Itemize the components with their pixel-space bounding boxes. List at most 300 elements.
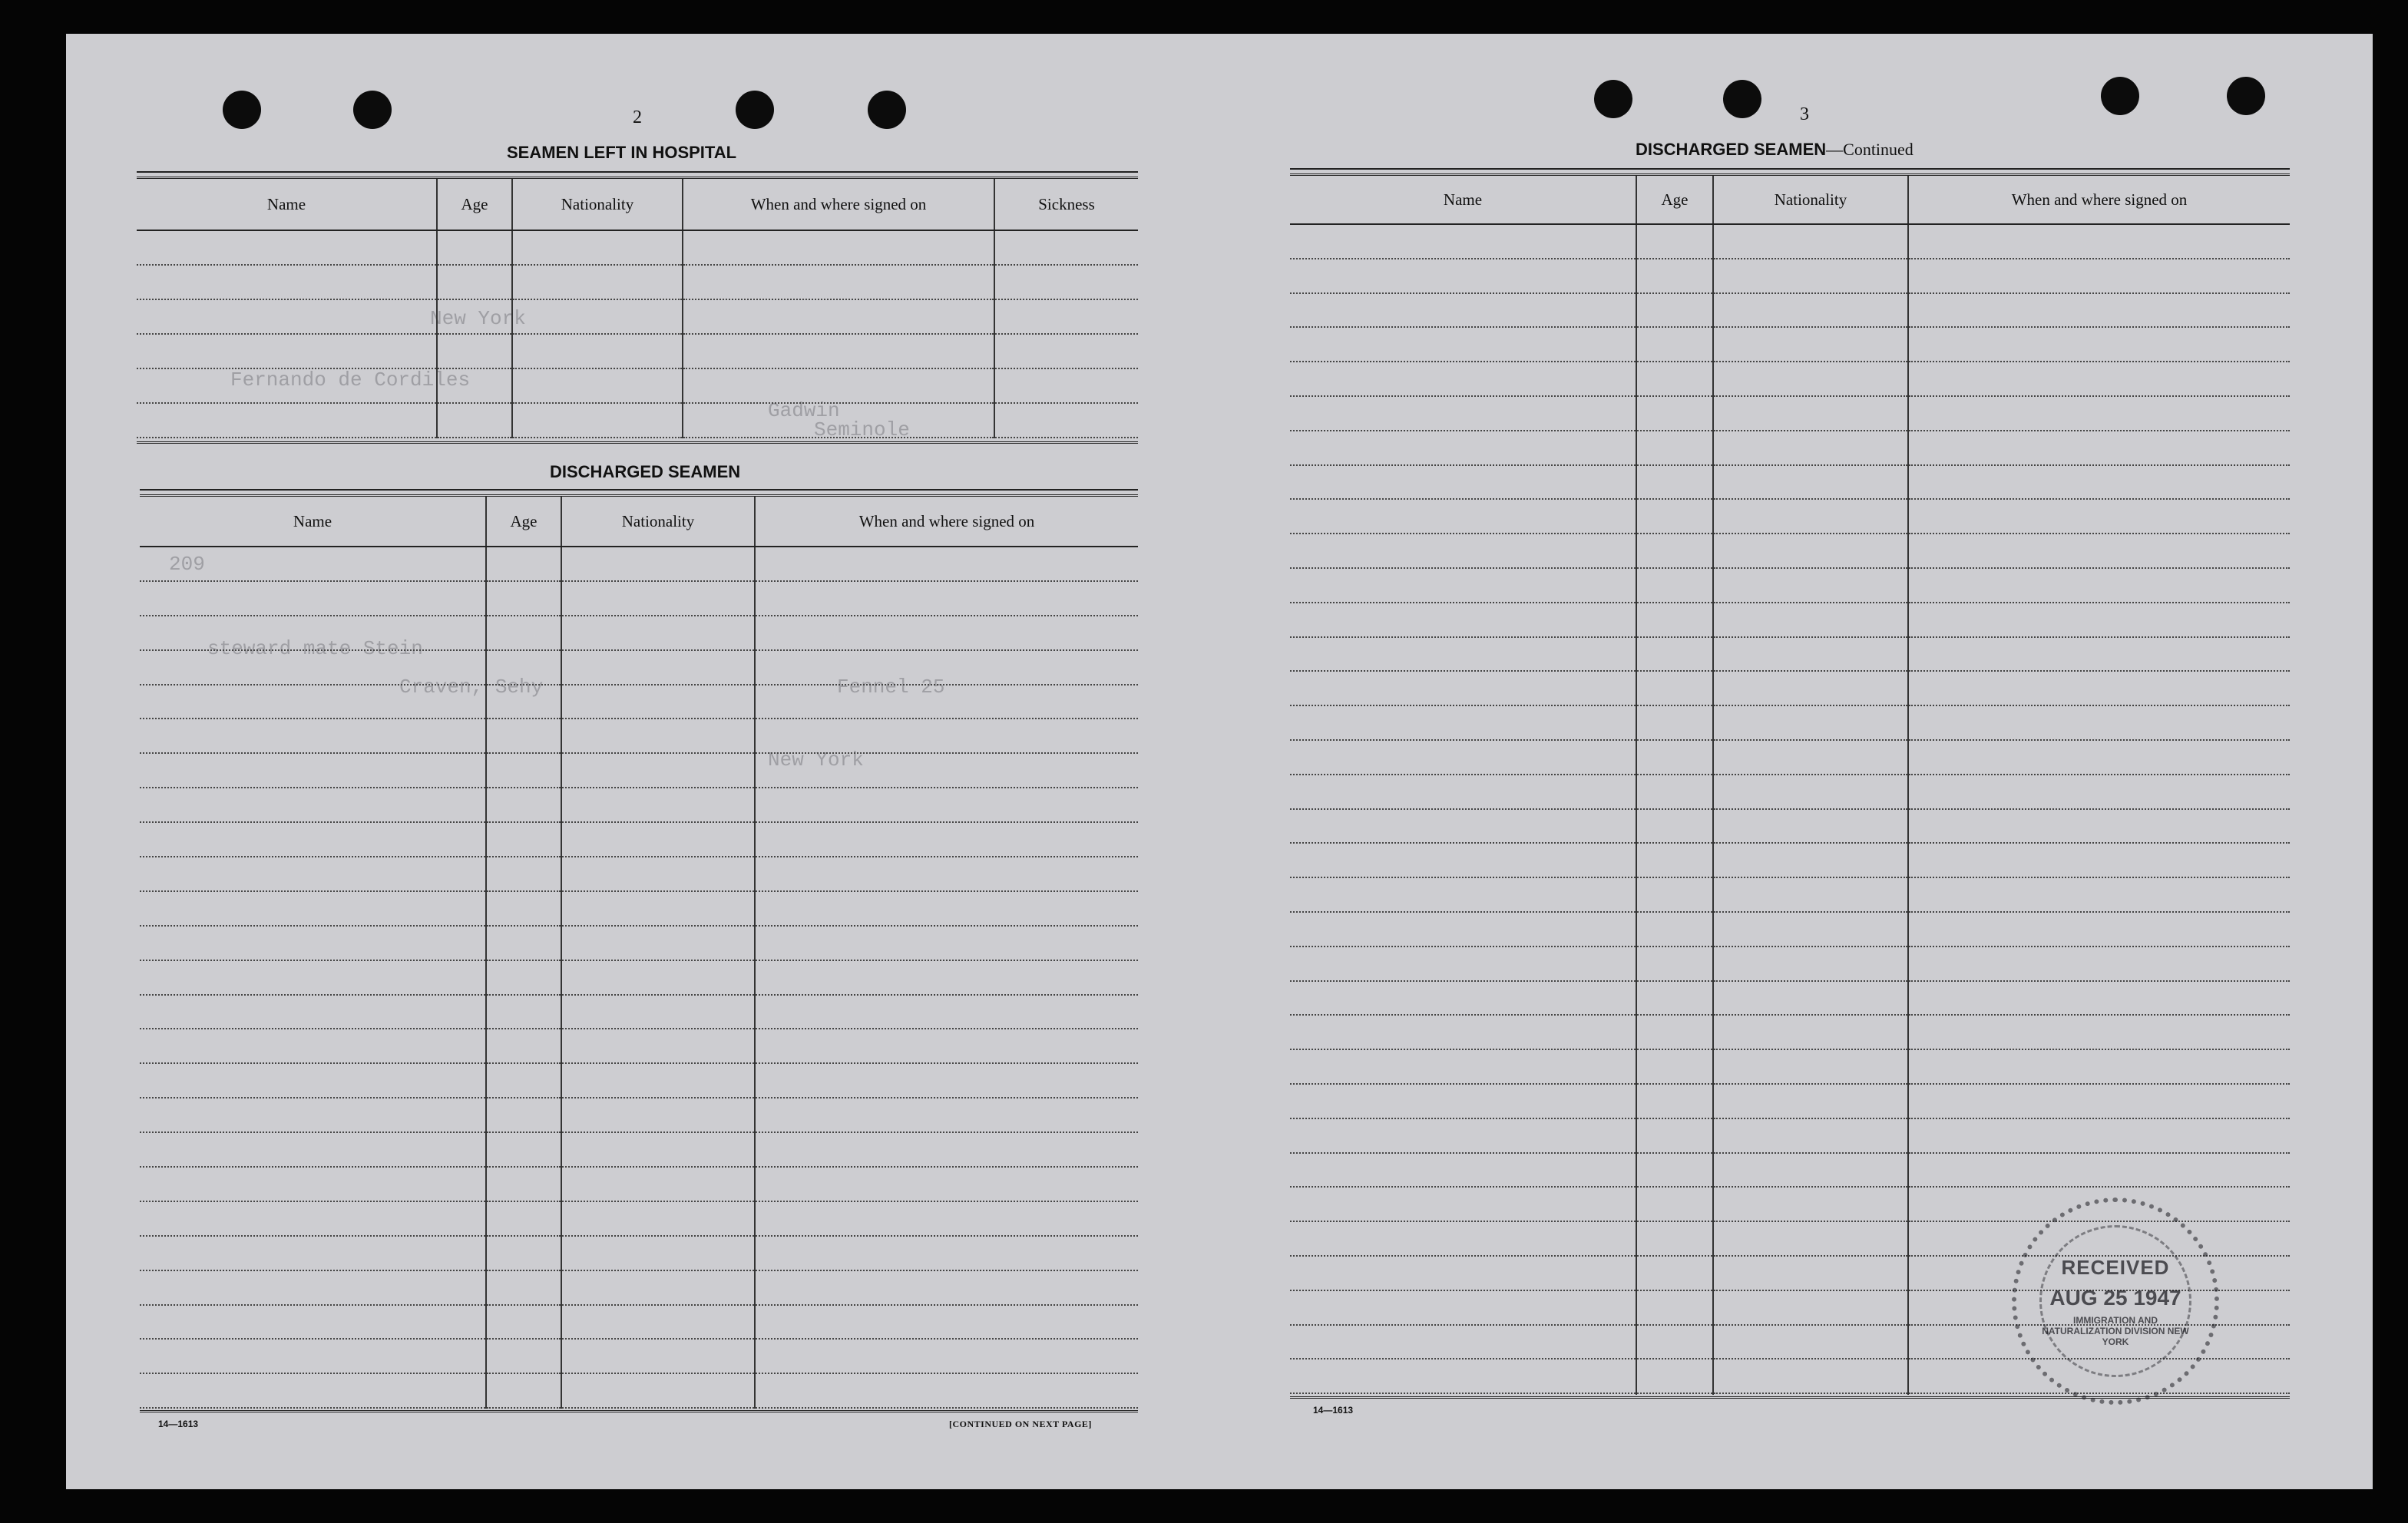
ruled-line	[756, 788, 1138, 823]
ruled-line	[1637, 225, 1712, 259]
ruled-line	[487, 754, 561, 788]
column-age	[438, 231, 513, 438]
hospital-table-header	[137, 179, 1138, 231]
ruled-line	[1714, 259, 1907, 294]
ruled-line	[1909, 706, 2290, 741]
ruled-line	[1290, 844, 1636, 878]
ruled-line	[1909, 1085, 2290, 1119]
ruled-line	[1637, 603, 1712, 638]
ruled-line	[1714, 1326, 1907, 1360]
ruled-line	[1637, 1326, 1712, 1360]
column-header-when-where: When and where signed on	[683, 179, 995, 230]
ruled-line	[1637, 1085, 1712, 1119]
ruled-line	[1290, 362, 1636, 397]
ruled-line	[1714, 982, 1907, 1016]
ruled-line	[1909, 362, 2290, 397]
ruled-line	[1714, 569, 1907, 603]
ruled-line	[756, 892, 1138, 927]
ruled-line	[140, 1306, 485, 1340]
column-header-sickness: Sickness	[1038, 194, 1095, 213]
ruled-line	[1637, 466, 1712, 501]
ruled-line	[1290, 534, 1636, 569]
ruled-line	[487, 582, 561, 616]
ruled-line	[562, 616, 754, 651]
ruled-line	[487, 1202, 561, 1237]
ruled-line	[1290, 672, 1636, 706]
ruled-line	[140, 651, 485, 686]
ruled-line	[1714, 1050, 1907, 1085]
ruled-line	[562, 1168, 754, 1202]
ruled-line	[1637, 397, 1712, 431]
ruled-line	[140, 1168, 485, 1202]
ruled-line	[1909, 1016, 2290, 1050]
ruled-line	[1714, 294, 1907, 329]
column-header-nationality: Nationality	[1714, 176, 1909, 223]
ruled-line	[683, 335, 994, 369]
section-title-suffix: —Continued	[1826, 140, 1914, 159]
ruled-line	[1714, 741, 1907, 775]
ruled-line	[1290, 466, 1636, 501]
ruled-line	[756, 1168, 1138, 1202]
ruled-line	[1909, 466, 2290, 501]
stamp-agency-text: IMMIGRATION AND NATURALIZATION DIVISION NEW YORK	[2042, 1314, 2189, 1347]
ruled-line	[1637, 362, 1712, 397]
ruled-line	[1909, 225, 2290, 259]
ruled-line	[140, 1237, 485, 1271]
ruled-line	[1637, 741, 1712, 775]
ruled-line	[1909, 534, 2290, 569]
ruled-line	[562, 1133, 754, 1168]
ruled-line	[756, 823, 1138, 857]
ruled-line	[438, 335, 511, 369]
ruled-line	[1637, 1291, 1712, 1326]
ruled-line	[562, 1029, 754, 1064]
section-title-discharged: DISCHARGED SEAMEN	[550, 462, 741, 481]
ruled-line	[487, 1098, 561, 1133]
ruled-line	[756, 1133, 1138, 1168]
ruled-line	[562, 1340, 754, 1374]
ruled-line	[487, 1029, 561, 1064]
ruled-line	[1909, 397, 2290, 431]
punch-hole	[2101, 77, 2139, 115]
ruled-line	[1909, 672, 2290, 706]
column-header-age: Age	[487, 497, 562, 546]
ruled-line	[513, 369, 682, 404]
ruled-line	[1909, 259, 2290, 294]
ruled-line	[513, 231, 682, 266]
ruled-line	[756, 1374, 1138, 1409]
ruled-line	[1714, 397, 1907, 431]
ruled-line	[756, 1237, 1138, 1271]
column-nationality	[562, 547, 756, 1409]
ruled-line	[756, 1340, 1138, 1374]
ruled-line	[438, 369, 511, 404]
ruled-line	[1637, 1154, 1712, 1188]
ruled-line	[1714, 1154, 1907, 1188]
ruled-line	[1714, 500, 1907, 534]
ruled-line	[756, 1098, 1138, 1133]
ruled-line	[1909, 431, 2290, 466]
form-code-right: 14—1613	[1313, 1405, 1354, 1416]
ruled-line	[1290, 397, 1636, 431]
column-name	[1290, 225, 1637, 1395]
ruled-line	[487, 1237, 561, 1271]
ruled-line	[1714, 1257, 1907, 1291]
column-header-nationality: Nationality	[562, 497, 756, 546]
continued-note: [CONTINUED ON NEXT PAGE]	[949, 1419, 1092, 1429]
ruled-line	[1637, 844, 1712, 878]
ruled-line	[756, 754, 1138, 788]
column-when-where	[683, 231, 995, 438]
ruled-line	[140, 1374, 485, 1409]
ruled-line	[562, 582, 754, 616]
ruled-line	[1637, 638, 1712, 672]
ruled-line	[1290, 259, 1636, 294]
ruled-line	[140, 1098, 485, 1133]
ruled-line	[1290, 1222, 1636, 1257]
ruled-line	[1714, 810, 1907, 844]
ruled-line	[1909, 741, 2290, 775]
ruled-line	[1290, 225, 1636, 259]
ruled-line	[487, 996, 561, 1030]
ruled-line	[1290, 947, 1636, 982]
discharged-table-left-header	[140, 497, 1138, 547]
ruled-line	[756, 1202, 1138, 1237]
ruled-line	[140, 927, 485, 961]
ruled-line	[756, 1064, 1138, 1098]
ruled-line	[140, 616, 485, 651]
ruled-line	[1290, 1154, 1636, 1188]
ruled-line	[1714, 672, 1907, 706]
ruled-line	[756, 547, 1138, 582]
ruled-line	[1637, 878, 1712, 913]
ruled-line	[487, 892, 561, 927]
ruled-line	[1290, 1326, 1636, 1360]
form-code-left: 14—1613	[158, 1419, 199, 1429]
ruled-line	[1637, 500, 1712, 534]
ruled-line	[1637, 775, 1712, 810]
ruled-line	[487, 1064, 561, 1098]
section-title-text: DISCHARGED SEAMEN	[1636, 140, 1827, 159]
column-nationality	[1714, 225, 1909, 1395]
ruled-line	[1290, 328, 1636, 362]
ruled-line	[683, 300, 994, 335]
ruled-line	[487, 719, 561, 754]
column-header-when-where: When and where signed on	[858, 511, 1035, 530]
ruled-line	[756, 857, 1138, 892]
ruled-line	[1290, 603, 1636, 638]
ruled-line	[562, 686, 754, 720]
ruled-line	[1714, 878, 1907, 913]
ruled-line	[140, 1133, 485, 1168]
ruled-line	[995, 231, 1138, 266]
ruled-line	[487, 788, 561, 823]
ruled-line	[756, 927, 1138, 961]
ruled-line	[487, 1133, 561, 1168]
column-header-name: Name	[140, 497, 487, 546]
ruled-line	[1290, 500, 1636, 534]
ruled-line	[1714, 534, 1907, 569]
ruled-line	[756, 1271, 1138, 1306]
punch-hole	[868, 91, 906, 129]
ruled-line	[1637, 328, 1712, 362]
ruled-line	[1714, 1188, 1907, 1222]
punch-hole	[353, 91, 392, 129]
ruled-line	[1637, 1119, 1712, 1154]
ruled-line	[137, 266, 436, 300]
column-sickness	[995, 231, 1138, 438]
ruled-line	[1637, 982, 1712, 1016]
ruled-line	[1290, 1257, 1636, 1291]
ruled-line	[1909, 775, 2290, 810]
ruled-line	[1637, 259, 1712, 294]
ruled-line	[140, 582, 485, 616]
ruled-line	[756, 582, 1138, 616]
ruled-line	[562, 1064, 754, 1098]
ruled-line	[140, 892, 485, 927]
ruled-line	[562, 1306, 754, 1340]
punch-hole	[736, 91, 774, 129]
ruled-line	[756, 961, 1138, 996]
ruled-line	[487, 857, 561, 892]
ruled-line	[1909, 947, 2290, 982]
ruled-line	[1290, 294, 1636, 329]
ruled-line	[487, 1271, 561, 1306]
ruled-line	[562, 719, 754, 754]
ruled-line	[1909, 500, 2290, 534]
ruled-line	[756, 996, 1138, 1030]
ruled-line	[1290, 1050, 1636, 1085]
ruled-line	[562, 961, 754, 996]
ruled-line	[1714, 362, 1907, 397]
ruled-line	[487, 547, 561, 582]
ruled-line	[562, 1271, 754, 1306]
ruled-line	[562, 1202, 754, 1237]
section-title-discharged-continued	[1636, 140, 1914, 160]
ruled-line	[487, 651, 561, 686]
ruled-line	[562, 651, 754, 686]
ruled-line	[995, 335, 1138, 369]
ruled-line	[140, 719, 485, 754]
ruled-line	[1637, 706, 1712, 741]
ruled-line	[438, 300, 511, 335]
ruled-line	[140, 1340, 485, 1374]
received-stamp	[2012, 1198, 2219, 1405]
ruled-line	[562, 927, 754, 961]
ruled-line	[1909, 810, 2290, 844]
ruled-line	[1637, 1016, 1712, 1050]
ruled-line	[1714, 431, 1907, 466]
section-title-hospital: SEAMEN LEFT IN HOSPITAL	[507, 143, 737, 162]
ruled-line	[487, 686, 561, 720]
ruled-line	[1909, 328, 2290, 362]
ruled-line	[1290, 1359, 1636, 1394]
ruled-line	[137, 404, 436, 438]
column-header-age: Age	[1637, 176, 1714, 223]
stamp-received-text: RECEIVED	[2061, 1255, 2170, 1279]
ruled-line	[1909, 294, 2290, 329]
ruled-line	[995, 266, 1138, 300]
ruled-line	[1637, 1050, 1712, 1085]
ruled-line	[487, 616, 561, 651]
ruled-line	[562, 754, 754, 788]
ruled-line	[1290, 1188, 1636, 1222]
column-nationality	[513, 231, 683, 438]
ruled-line	[1909, 1154, 2290, 1188]
ruled-line	[513, 266, 682, 300]
ruled-line	[1290, 1085, 1636, 1119]
ruled-line	[1714, 947, 1907, 982]
column-header-when-where: When and where signed on	[2011, 190, 2188, 209]
ruled-line	[562, 892, 754, 927]
stamp-date-text: AUG 25 1947	[2049, 1285, 2181, 1310]
ruled-line	[562, 823, 754, 857]
column-when-where	[756, 547, 1138, 1409]
discharged-table-right-header	[1290, 176, 2290, 225]
hospital-table	[137, 177, 1138, 444]
ruled-line	[1637, 1188, 1712, 1222]
ruled-line	[1909, 1119, 2290, 1154]
ruled-line	[1290, 706, 1636, 741]
ruled-line	[140, 754, 485, 788]
page-number-left: 2	[633, 107, 642, 127]
ruled-line	[1290, 775, 1636, 810]
column-header-name: Name	[1290, 176, 1637, 223]
ruled-line	[995, 404, 1138, 438]
ruled-line	[140, 1029, 485, 1064]
ruled-line	[137, 231, 436, 266]
ruled-line	[1637, 810, 1712, 844]
ruled-line	[756, 686, 1138, 720]
ruled-line	[1290, 810, 1636, 844]
ruled-line	[140, 1064, 485, 1098]
ruled-line	[1909, 1050, 2290, 1085]
ruled-line	[683, 231, 994, 266]
ruled-line	[562, 788, 754, 823]
discharged-table-left-body	[140, 547, 1138, 1409]
ruled-line	[1714, 1222, 1907, 1257]
ruled-line	[137, 300, 436, 335]
ruled-line	[1290, 638, 1636, 672]
ruled-line	[140, 857, 485, 892]
ruled-line	[1714, 706, 1907, 741]
ruled-line	[487, 1306, 561, 1340]
ruled-line	[562, 1237, 754, 1271]
ruled-line	[756, 719, 1138, 754]
ruled-line	[1714, 638, 1907, 672]
ruled-line	[487, 1168, 561, 1202]
ruled-line	[1909, 878, 2290, 913]
column-header-age: Age	[438, 179, 513, 230]
column-age	[487, 547, 562, 1409]
ruled-line	[140, 996, 485, 1030]
ruled-line	[756, 1306, 1138, 1340]
ruled-line	[1909, 569, 2290, 603]
ruled-line	[1909, 844, 2290, 878]
ruled-line	[1637, 431, 1712, 466]
ruled-line	[438, 404, 511, 438]
ruled-line	[1290, 913, 1636, 947]
ruled-line	[683, 369, 994, 404]
ruled-line	[1909, 638, 2290, 672]
ruled-line	[140, 961, 485, 996]
ruled-line	[683, 266, 994, 300]
ruled-line	[487, 961, 561, 996]
ruled-line	[1290, 982, 1636, 1016]
ruled-line	[1714, 775, 1907, 810]
ruled-line	[513, 404, 682, 438]
ruled-line	[1714, 844, 1907, 878]
ruled-line	[487, 1374, 561, 1409]
ruled-line	[756, 616, 1138, 651]
ruled-line	[1637, 1257, 1712, 1291]
ruled-line	[1290, 741, 1636, 775]
ruled-line	[1637, 947, 1712, 982]
ruled-line	[1637, 569, 1712, 603]
ruled-line	[487, 1340, 561, 1374]
ruled-line	[1290, 1016, 1636, 1050]
ruled-line	[487, 927, 561, 961]
ruled-line	[995, 300, 1138, 335]
ruled-line	[1637, 294, 1712, 329]
ruled-line	[1637, 672, 1712, 706]
ruled-line	[140, 1271, 485, 1306]
ruled-line	[513, 335, 682, 369]
ruled-line	[756, 1029, 1138, 1064]
ruled-line	[1714, 1016, 1907, 1050]
ruled-line	[1909, 913, 2290, 947]
column-header-nationality: Nationality	[513, 179, 683, 230]
ruled-line	[487, 823, 561, 857]
ruled-line	[1290, 1291, 1636, 1326]
ruled-line	[995, 369, 1138, 404]
hospital-table-body	[137, 231, 1138, 438]
page-number-right: 3	[1800, 104, 1809, 124]
ruled-line	[1290, 431, 1636, 466]
ruled-line	[1714, 225, 1907, 259]
ruled-line	[438, 231, 511, 266]
ruled-line	[140, 686, 485, 720]
ruled-line	[1714, 1085, 1907, 1119]
ruled-line	[140, 547, 485, 582]
ruled-line	[137, 335, 436, 369]
ruled-line	[562, 857, 754, 892]
ruled-line	[1290, 878, 1636, 913]
ruled-line	[1714, 328, 1907, 362]
ruled-line	[1637, 913, 1712, 947]
ruled-line	[1714, 1291, 1907, 1326]
ruled-line	[1714, 913, 1907, 947]
ruled-line	[140, 823, 485, 857]
column-name	[140, 547, 487, 1409]
column-name	[137, 231, 438, 438]
column-header-name: Name	[137, 179, 438, 230]
punch-hole	[1723, 80, 1761, 118]
ruled-line	[562, 547, 754, 582]
ruled-line	[1290, 569, 1636, 603]
ruled-line	[1637, 534, 1712, 569]
ruled-line	[1714, 603, 1907, 638]
ruled-line	[140, 788, 485, 823]
ruled-line	[562, 996, 754, 1030]
ruled-line	[438, 266, 511, 300]
ruled-line	[1637, 1359, 1712, 1394]
punch-hole	[2227, 77, 2265, 115]
ruled-line	[1637, 1222, 1712, 1257]
received-stamp-inner	[2039, 1225, 2191, 1377]
ruled-line	[1714, 1119, 1907, 1154]
ruled-line	[513, 300, 682, 335]
